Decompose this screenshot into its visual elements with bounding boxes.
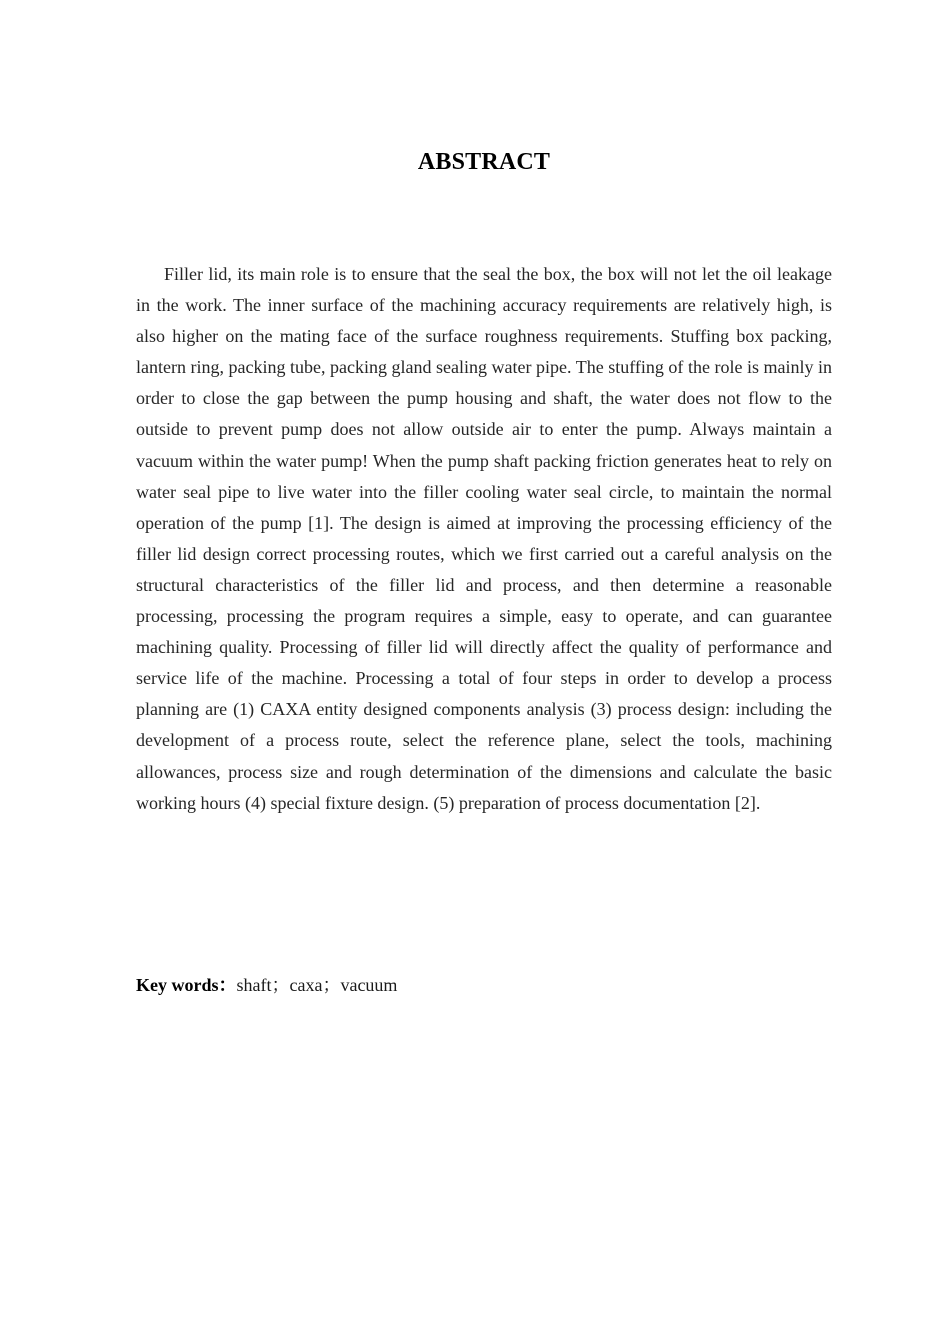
keywords-line	[136, 970, 832, 1001]
abstract-body: Filler lid, its main role is to ensure that the seal the box, the box will not let the oil leakage in the work. The inner surface of the machining accuracy requirements are relatively high, is also higher on the mating face of the surface roughness requirements. Stuffing box packing, lantern ring, packing tube, packing gland sealing water pipe. The stuffing of the role is mainly in order to close the gap between the pump housing and shaft, the water does not flow to the outside to prevent pump does not allow outside air to enter the pump. Always maintain a vacuum within the water pump! When the pump shaft packing friction generates heat to rely on water seal pipe to live water into the filler cooling water seal circle, to maintain the normal operation of the pump [1]. The design is aimed at improving the processing efficiency of the filler lid design correct processing routes, which we first carried out a careful analysis on the structural characteristics of the filler lid and process, and then determine a reasonable processing, processing the program requires a simple, easy to operate, and can guarantee machining quality. Processing of filler lid will directly affect the quality of performance and service life of the machine. Processing a total of four steps in order to develop a process planning are (1) CAXA entity designed components analysis (3) process design: including the development of a process route, select the reference plane, select the tools, machining allowances, process size and rough determination of the dimensions and calculate the basic working hours (4) special fixture design. (5) preparation of process documentation [2].	[136, 264, 832, 813]
keywords-label: Key words：	[136, 975, 237, 995]
keywords-values: shaft；caxa；vacuum	[236, 975, 398, 995]
abstract-title: ABSTRACT	[417, 149, 551, 175]
